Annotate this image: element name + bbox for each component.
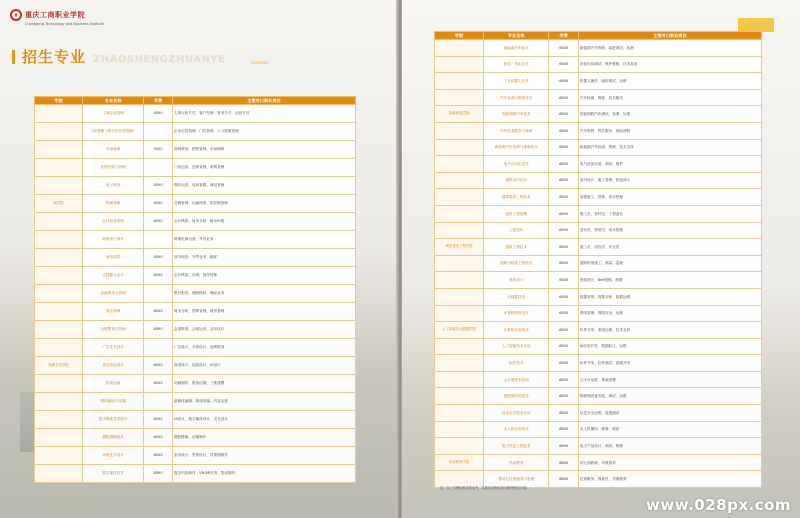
cell-cat [435,189,484,206]
cell-major: 视觉传达设计 [83,357,144,375]
table-row [35,303,356,321]
cell-cat [435,40,484,57]
cell-desc: 网络管理、网络安全、运维 [578,305,761,322]
cell-fee: 6800 [549,438,578,455]
table-row [35,393,356,411]
table-row [435,371,762,388]
cell-desc: 数字内容制作、VR/AR开发、影音制作 [173,465,356,483]
cell-fee [144,285,173,303]
cell-cat [435,305,484,322]
cell-cat: 城市建设工程学院 [435,239,484,256]
cell-cat [435,438,484,455]
cell-desc: 广告设计、平面设计、品牌策划 [173,339,356,357]
table-row [35,231,356,249]
page-title-en: ZHAOSHENGZHUANYE [93,54,226,65]
cell-cat [35,141,83,159]
table-row [435,322,762,339]
cell-cat: 智能制造学院 [435,106,484,123]
cell-desc: 设备安装调试、维护维修、技术改造 [578,56,761,73]
table-row [435,139,762,156]
cell-major: 电子信息工程技术 [484,438,549,455]
column-header: 专业名称 [83,97,144,105]
table-row [435,239,762,256]
cell-cat: 学前教育学院 [435,454,484,471]
table-row [35,465,356,483]
logo-name-cn: 重庆工商职业学院 [25,11,85,19]
left-major-table [34,96,356,483]
cell-desc: 汽车检测、维修、技术服务 [578,89,761,106]
title-accent-bar [12,50,15,64]
cell-desc: 营销策划、销售管理、市场调研 [173,141,356,159]
cell-desc: 摄影摄像、后期制作 [173,429,356,447]
column-header: 学院 [35,97,83,105]
cell-major: 摄影摄像技术 [83,429,144,447]
cell-desc: 会计核算、出纳、财务管理 [173,267,356,285]
cell-desc: 视觉设计、包装设计、VI设计 [173,357,356,375]
table-row [435,338,762,355]
table-row [435,305,762,322]
cell-fee: 6000 [144,321,173,339]
cell-fee: 6800 [549,421,578,438]
cell-fee: 6800 [549,156,578,173]
cell-major: 工商企业管理 [83,105,144,123]
cell-cat [435,56,484,73]
cell-major: 新能源汽车技术 [484,40,549,57]
cell-desc: 无人机操控、维修、航拍 [578,421,761,438]
column-header: 专业名称 [484,32,549,40]
cell-desc: 仓储管理、运输调度、供应链管理 [173,195,356,213]
table-row [35,411,356,429]
cell-desc: 幼儿园教师、早教指导 [578,454,761,471]
cell-fee: 6800 [549,122,578,139]
cell-major: 环境艺术设计 [83,447,144,465]
cell-major: 无人机应用技术 [484,421,549,438]
cell-desc: 电气设备安装、调试、维护 [578,156,761,173]
cell-fee: 6000 [144,105,173,123]
cell-major: 会展策划与管理 [83,321,144,339]
cell-cat [35,105,83,123]
cell-fee: 6800 [549,222,578,239]
cell-major: 跨境电子商务 [83,231,144,249]
cell-desc: 物联网设备安装、调试、运维 [578,388,761,405]
table-row [435,454,762,471]
footnote: 注：以上学费标准仅供参考，以重庆市物价部门最终核定为准。 [440,486,530,490]
cell-fee: 6800 [549,89,578,106]
cell-desc: 造价员、预算员、成本管理 [578,222,761,239]
cell-major: 建设工程管理 [484,205,549,222]
cell-cat [435,122,484,139]
cell-fee: 6800 [549,255,578,272]
cell-desc: 动画制作、影视后期、三维建模 [173,375,356,393]
cell-fee: 6000 [144,429,173,447]
table-row [435,156,762,173]
cell-major: 人工智能技术应用 [484,338,549,355]
cell-major: 建筑工程技术 [484,239,549,256]
cell-cat [435,405,484,422]
cell-major: 计算机应用技术 [484,322,549,339]
cell-cat [435,288,484,305]
cell-major: 建筑室内设计 [484,172,549,189]
table-row [35,213,356,231]
cell-desc: 新媒体编辑、新闻采编、内容运营 [173,393,356,411]
cell-fee [144,159,173,177]
table-row [435,73,762,90]
table-row [435,89,762,106]
cell-desc: 数据采集、数据分析、数据运维 [578,288,761,305]
page-title-cn: 招生专业 [22,48,87,66]
cell-major: 建筑设计 [484,272,549,289]
cell-fee: 6000 [144,267,173,285]
cell-cat [35,411,83,429]
cell-major: 计算机网络技术 [484,305,549,322]
cell-major: 工商管理（数字化经营管理） [83,123,144,141]
cell-desc: 机器人操作、编程调试、运维 [578,73,761,90]
column-header: 主要对口职业岗位 [173,97,356,105]
cell-fee: 6800 [549,73,578,90]
table-row [35,123,356,141]
column-header: 学费 [144,97,173,105]
cell-cat [35,447,83,465]
table-row [435,355,762,372]
cell-cat: 人工智能与大数据学院 [435,322,484,339]
table-row [435,405,762,422]
table-row [35,249,356,267]
cell-desc: 软件开发、系统运维、技术支持 [578,322,761,339]
table-row [435,56,762,73]
table-row [35,429,356,447]
cell-cat [35,159,83,177]
cell-cat [35,249,83,267]
chevron-decoration-icon: ›››››››› [250,58,268,67]
table-row [435,421,762,438]
cell-desc: AI应用开发、数据标注、运维 [578,338,761,355]
cell-desc: 施工员、质检员、安全员 [578,239,761,256]
cell-major: 工业机器人技术 [484,73,549,90]
cell-fee [144,123,173,141]
cell-major: 金融服务与管理 [83,285,144,303]
cell-major: 智能网联汽车技术 [484,106,549,123]
cell-fee: 6800 [549,471,578,488]
cell-fee: 6800 [549,56,578,73]
cell-fee: 6000 [144,465,173,483]
cell-major: 市场营销 [83,141,144,159]
cell-fee: 6800 [549,139,578,156]
table-row [35,321,356,339]
cell-cat [35,429,83,447]
cell-major: 电气自动化技术 [484,156,549,173]
cell-cat [35,123,83,141]
cell-fee: 6800 [549,205,578,222]
cell-cat [435,73,484,90]
cell-desc: 网店运营、电商客服、商品管理 [173,177,356,195]
cell-fee: 6800 [549,388,578,405]
column-header: 学费 [549,32,578,40]
cell-cat [435,255,484,272]
cell-desc: 会展策划、会展运营、活动执行 [173,321,356,339]
cell-desc: 托育服务、保育员、早期教育 [578,471,761,488]
table-row [435,288,762,305]
cell-fee: 6800 [549,322,578,339]
cell-major: 物联网应用技术 [484,388,549,405]
cell-cat: 传媒艺术学院 [35,357,83,375]
table-row [35,177,356,195]
table-row [435,122,762,139]
cell-fee: 6000 [144,447,173,465]
cell-desc: 新能源汽车检测、维修、技术支持 [578,139,761,156]
school-logo [10,9,85,21]
logo-name-en: Chongqing Technology and Business Institute [25,22,105,26]
cell-desc: 新能源汽车维修、装配调试、检测 [578,40,761,57]
cell-desc: 汽车销售、售后服务、保险理赔 [578,122,761,139]
cell-desc: 企业运营管理、门店管理、人力资源管理 [173,123,356,141]
cell-desc: 涉外商务、外贸业务、翻译 [173,249,356,267]
cell-desc: 道路桥梁施工、测量、监理 [578,255,761,272]
cell-cat [35,267,83,285]
cell-major: 商务英语 [83,249,144,267]
cell-cat [435,139,484,156]
cell-cat [35,303,83,321]
cell-desc: 装饰施工、预算、项目管理 [578,189,761,206]
cell-major: 汽车检测与维修技术 [484,89,549,106]
site-watermark: www.028px.com [646,496,792,514]
table-row [35,105,356,123]
column-header: 学院 [435,32,484,40]
cell-cat [35,213,83,231]
cell-fee: 6000 [144,357,173,375]
cell-fee: 6000 [144,411,173,429]
cell-major: 汽车技术服务与营销 [484,122,549,139]
table-row [35,375,356,393]
cell-fee [144,231,173,249]
cell-fee [144,393,173,411]
cell-major: 工程造价 [484,222,549,239]
cell-major: 财务管理 [83,303,144,321]
cell-major: 物流管理 [83,195,144,213]
cell-major: 信息安全技术应用 [484,405,549,422]
cell-fee: 6800 [549,172,578,189]
logo-emblem-icon: ✦ [10,9,22,21]
table-row [35,447,356,465]
cell-fee: 6000 [144,303,173,321]
page-title [12,46,225,67]
cell-cat [435,205,484,222]
cell-cat [35,231,83,249]
table-row [35,141,356,159]
cell-fee: 6000 [144,249,173,267]
table-row [435,222,762,239]
table-row [435,40,762,57]
table-row [435,272,762,289]
table-row [35,159,356,177]
cell-major: 影视动画 [83,375,144,393]
cell-fee: 6800 [549,405,578,422]
cell-major: 数字媒体艺术设计 [83,411,144,429]
cell-desc: UI设计、数字媒体设计、交互设计 [173,411,356,429]
column-header: 主要对口职业岗位 [578,32,761,40]
cell-desc: 建筑设计、BIM建模、制图 [578,272,761,289]
cell-major: 婴幼儿托育服务与管理 [484,471,549,488]
cell-major: 广告艺术设计 [83,339,144,357]
cell-cat [435,222,484,239]
cell-fee: 6800 [549,239,578,256]
cell-desc: 财务分析、预算管理、财务管理 [173,303,356,321]
cell-fee: 6800 [549,40,578,57]
cell-cat [435,89,484,106]
cell-fee: 6800 [549,355,578,372]
cell-desc: 室内设计、景观设计、效果图制作 [173,447,356,465]
cell-fee: 6800 [549,305,578,322]
cell-cat [435,156,484,173]
cell-major: 机电一体化技术 [484,56,549,73]
cell-cat [35,321,83,339]
table-row [435,388,762,405]
cell-fee: 6800 [549,106,578,123]
cell-desc: 施工员、资料员、工程造价 [578,205,761,222]
cell-fee: 6800 [549,371,578,388]
cell-desc: 软件开发、软件测试、前端开发 [578,355,761,372]
cell-major: 大数据与会计 [83,267,144,285]
cell-cat [35,177,83,195]
cell-fee: 6000 [144,195,173,213]
table-row [35,195,356,213]
cell-fee: 6800 [549,272,578,289]
table-row [35,267,356,285]
cell-desc: 会计核算、财务分析、税务申报 [173,213,356,231]
cell-major: 建筑装饰工程技术 [484,189,549,206]
cell-major: 数字媒体技术 [83,465,144,483]
table-row [435,106,762,123]
table-row [435,205,762,222]
table-row [435,438,762,455]
cell-cat [435,272,484,289]
cell-desc: 云平台运维、系统部署 [578,371,761,388]
cell-major: 学前教育 [484,454,549,471]
cell-fee: 6800 [549,454,578,471]
corner-tab [738,18,774,32]
cell-major: 云计算技术应用 [484,371,549,388]
cell-cat [35,339,83,357]
table-row [435,255,762,272]
cell-desc: 银行柜员、理财顾问、保险业务 [173,285,356,303]
cell-desc: 门店运营、连锁管理、采购管理 [173,159,356,177]
right-major-table [434,31,762,488]
cell-desc: 人事行政专员、客户经理、财务专员、运营专员 [173,105,356,123]
cell-cat [435,355,484,372]
table-row [435,172,762,189]
cell-fee: 6800 [549,288,578,305]
cell-desc: 电子产品设计、调试、维修 [578,438,761,455]
cell-major: 会计信息管理 [83,213,144,231]
cell-cat: 商学院 [35,195,83,213]
cell-major: 大数据技术 [484,288,549,305]
cell-fee: 6800 [549,338,578,355]
cell-cat [435,371,484,388]
cell-fee: 6800 [549,189,578,206]
cell-desc: 智能网联汽车测试、装调、运维 [578,106,761,123]
cell-cat [35,285,83,303]
cell-cat [435,338,484,355]
cell-desc: 跨境电商运营、外贸业务 [173,231,356,249]
cell-cat [435,388,484,405]
table-row [35,285,356,303]
cell-cat [35,393,83,411]
table-row [435,189,762,206]
table-row [35,357,356,375]
cell-cat [35,465,83,483]
cell-major: 新能源汽车检测与维修技术 [484,139,549,156]
cell-cat [35,375,83,393]
cell-fee: 6000 [144,375,173,393]
cell-major: 软件技术 [484,355,549,372]
cell-fee: 5500 [144,141,173,159]
cell-major: 连锁经营与管理 [83,159,144,177]
cell-fee: 6000 [144,213,173,231]
cell-desc: 信息安全运维、渗透测试 [578,405,761,422]
cell-major: 网络新闻与传播 [83,393,144,411]
cell-cat [435,172,484,189]
cell-desc: 室内设计、施工管理、软装设计 [578,172,761,189]
cell-cat [435,421,484,438]
cell-major: 电子商务 [83,177,144,195]
cell-fee [144,339,173,357]
cell-major: 道路与桥梁工程技术 [484,255,549,272]
table-row [35,339,356,357]
cell-fee: 6000 [144,177,173,195]
